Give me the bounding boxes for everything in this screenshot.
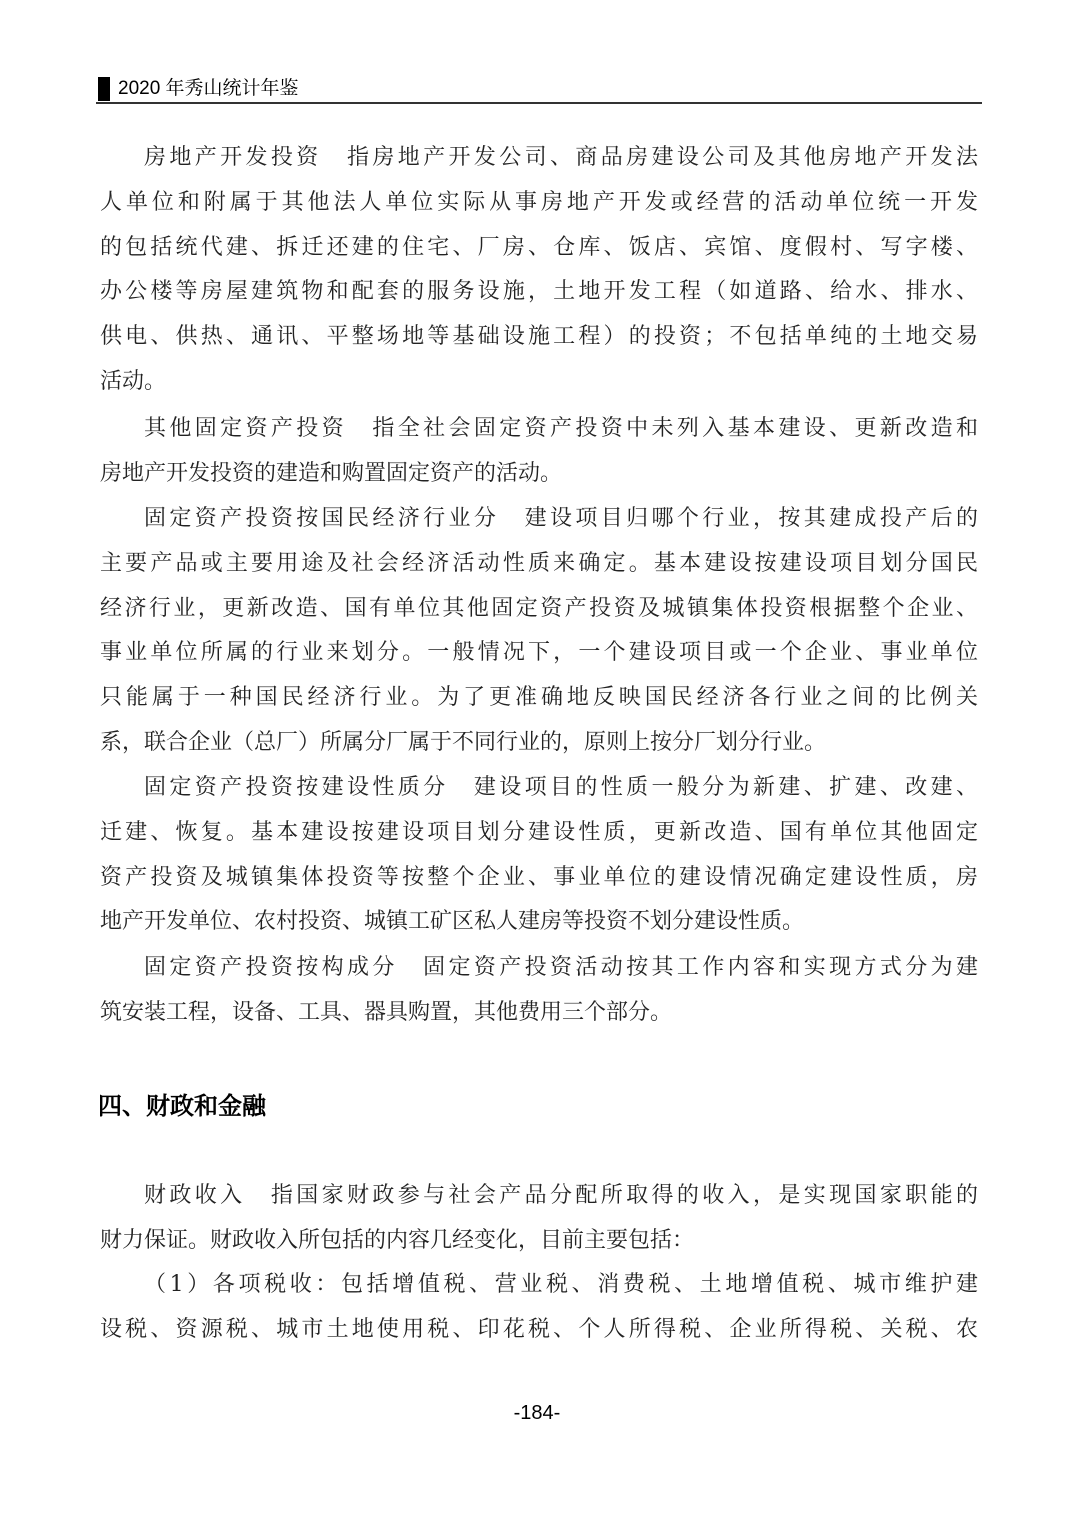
header-marker-bar — [98, 77, 110, 101]
page-number: -184- — [513, 1402, 561, 1424]
text-line: 系，联合企业（总厂）所属分厂属于不同行业的，原则上按分厂划分行业。 — [100, 730, 827, 755]
text-line: 地产开发单位、农村投资、城镇工矿区私人建房等投资不划分建设性质。 — [100, 909, 805, 935]
text-line: 只能属于一种国民经济行业。为了更准确地反映国民经济各行业之间的比例关 — [100, 685, 978, 711]
section-heading: 四、财政和金融 — [98, 1092, 266, 1120]
text-line: 固定资产投资按建设性质分 建设项目的性质一般分为新建、扩建、改建、 — [144, 775, 978, 800]
text-line: 筑安装工程，设备、工具、器具购置，其他费用三个部分。 — [100, 999, 673, 1025]
text-line: （1）各项税收：包括增值税、营业税、消费税、土地增值税、城市维护建 — [144, 1272, 978, 1297]
text-line: 的包括统代建、拆迁还建的住宅、厂房、仓库、饭店、宾馆、度假村、写字楼、 — [100, 234, 978, 260]
text-line: 财力保证。财政收入所包括的内容几经变化，目前主要包括： — [100, 1227, 695, 1253]
text-line: 人单位和附属于其他法人单位实际从事房地产开发或经营的活动单位统一开发 — [100, 189, 978, 215]
text-line: 财政收入 指国家财政参与社会产品分配所取得的收入，是实现国家职能的 — [144, 1183, 978, 1208]
text-line: 迁建、恢复。基本建设按建设项目划分建设性质，更新改造、国有单位其他固定 — [100, 819, 978, 845]
header-title: 2020 年秀山统计年鉴 — [118, 78, 299, 99]
text-line: 房地产开发投资的建造和购置固定资产的活动。 — [100, 460, 563, 486]
text-line: 经济行业，更新改造、国有单位其他固定资产投资及城镇集体投资根据整个企业、 — [100, 595, 978, 621]
text-line: 供电、供热、通讯、平整场地等基础设施工程）的投资；不包括单纯的土地交易 — [100, 324, 978, 350]
text-line: 房地产开发投资 指房地产开发公司、商品房建设公司及其他房地产开发法 — [144, 145, 978, 170]
text-line: 主要产品或主要用途及社会经济活动性质来确定。基本建设按建设项目划分国民 — [100, 550, 978, 576]
text-line: 设税、资源税、城市土地使用税、印花税、个人所得税、企业所得税、关税、农 — [100, 1316, 978, 1342]
text-line: 固定资产投资按国民经济行业分 建设项目归哪个行业，按其建成投产后的 — [144, 506, 978, 531]
text-line: 办公楼等房屋建筑物和配套的服务设施，土地开发工程（如道路、给水、排水、 — [100, 279, 978, 305]
text-line: 固定资产投资按构成分 固定资产投资活动按其工作内容和实现方式分为建 — [144, 955, 978, 980]
header-divider — [96, 102, 982, 104]
text-line: 事业单位所属的行业来划分。一般情况下，一个建设项目或一个企业、事业单位 — [100, 640, 978, 666]
text-line: 活动。 — [100, 369, 167, 394]
text-line: 其他固定资产投资 指全社会固定资产投资中未列入基本建设、更新改造和 — [144, 416, 978, 441]
text-line: 资产投资及城镇集体投资等按整个企业、事业单位的建设情况确定建设性质，房 — [100, 864, 978, 890]
